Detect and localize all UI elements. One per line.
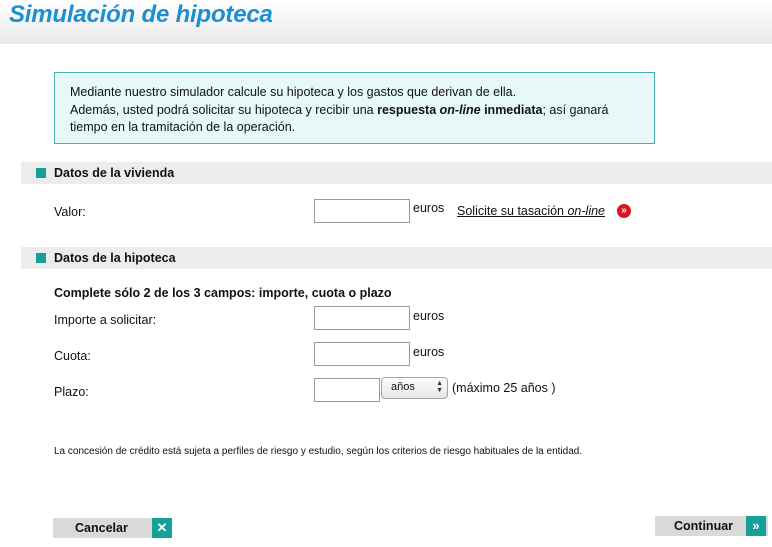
plazo-unit-select[interactable] [381,377,448,399]
intro-bold-italic: on-line [439,102,481,117]
cuota-input[interactable] [314,342,410,366]
intro-line-1: Mediante nuestro simulador calcule su hipoteca y los gastos que derivan de ella. [70,85,517,99]
plazo-select-value[interactable]: años [391,381,415,393]
section-bullet-icon [36,253,46,263]
section-vivienda [21,162,772,184]
page-header [0,0,772,44]
valor-unit: euros [413,201,445,215]
page-title: Simulación de hipoteca [9,1,273,28]
cancel-button[interactable] [53,518,172,538]
continue-label[interactable]: Continuar [674,519,734,533]
intro-line-2 [70,102,654,120]
plazo-note: (máximo 25 años ) [452,381,556,395]
tasacion-link[interactable] [457,204,605,218]
intro-bold-2: inmediata [480,102,543,117]
importe-input[interactable] [314,306,410,330]
intro-text: Además, usted podrá solicitar su hipoteca y recibir una [70,102,378,117]
instruction-text: Complete sólo 2 de los 3 campos: importe, cuota o plazo [54,286,392,300]
footnote: La concesión de crédito está sujeta a perfiles de riesgo y estudio, según los criterios de riesgo habituales de la entidad. [54,446,583,457]
close-icon[interactable]: ✕ [152,518,172,538]
tasacion-link-italic[interactable]: on-line [567,204,606,218]
section-title: Datos de la vivienda [54,166,175,180]
double-chevron-right-icon[interactable]: » [746,516,766,536]
intro-text-2: ; así ganará [542,102,609,117]
cancel-label[interactable]: Cancelar [75,521,128,535]
cuota-label: Cuota: [54,349,91,363]
section-title: Datos de la hipoteca [54,251,176,265]
importe-label: Importe a solicitar: [54,313,157,327]
cuota-unit: euros [413,345,445,359]
section-bullet-icon [36,168,46,178]
intro-box [54,72,655,144]
plazo-label: Plazo: [54,385,89,399]
section-hipoteca [21,247,772,269]
intro-line-3: tiempo en la tramitación de la operación. [70,120,296,134]
valor-input[interactable] [314,199,410,223]
importe-unit: euros [413,309,445,323]
plazo-input[interactable] [314,378,380,402]
select-arrows-icon[interactable]: ▲ ▼ [436,380,443,394]
continue-button[interactable] [655,516,768,536]
tasacion-link-text[interactable]: Solicite su tasación [457,204,568,218]
valor-label: Valor: [54,205,86,219]
intro-bold: respuesta [377,102,440,117]
double-chevron-right-icon[interactable]: » [617,204,631,218]
